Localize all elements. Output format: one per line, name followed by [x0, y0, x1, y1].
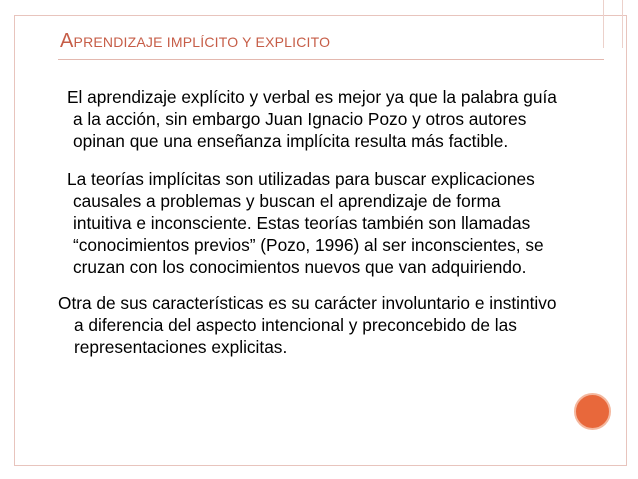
title-initial: A — [60, 30, 74, 52]
slide-body — [58, 86, 558, 358]
accent-circle — [574, 393, 611, 430]
decorative-line — [603, 0, 604, 48]
title-underline — [58, 59, 604, 60]
paragraph-3: Otra de sus características es su carácter involuntario e instintivo a diferencia del aspecto intencional y preconcebido de las representaciones explicitas. — [58, 293, 557, 357]
title-rest: PRENDIZAJE IMPLÍCITO Y EXPLICITO — [73, 34, 331, 50]
decorative-line — [622, 0, 623, 48]
paragraph-2: La teorías implícitas son utilizadas para buscar explicaciones causales a problemas y buscan el aprendizaje de forma intuitiva e inconsciente. Estas teorías también son llamadas “conocimientos previos” (Pozo, 1996) al ser inconscientes, se cruzan con los conocimientos nuevos que van adquiriendo. — [67, 169, 544, 277]
paragraph-1: El aprendizaje explícito y verbal es mejor ya que la palabra guía a la acción, sin embargo Juan Ignacio Pozo y otros autores opinan que una enseñanza implícita resulta más factible. — [67, 87, 557, 151]
slide-title — [60, 30, 330, 53]
